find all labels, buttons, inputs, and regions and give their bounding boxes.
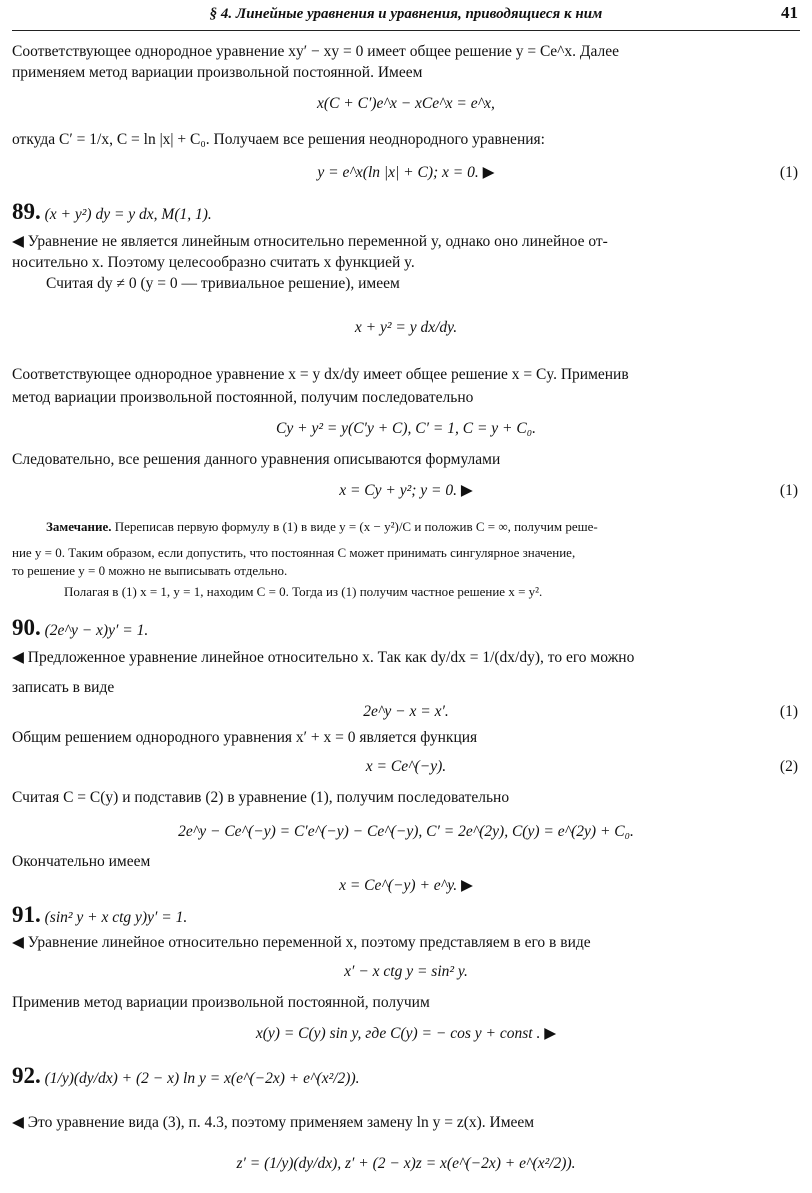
- text-line: ◀ Это уравнение вида (3), п. 4.3, поэтому применяем замену ln y = z(x). Имеем: [12, 1114, 535, 1131]
- remark-line: [46, 517, 800, 537]
- text-line: Следовательно, все решения данного уравнения описываются формулами: [12, 451, 501, 468]
- equation-number: (1): [779, 703, 798, 720]
- problem-heading: [12, 615, 800, 641]
- equation-number: (1): [779, 482, 798, 499]
- equation: x(y) = C(y) sin y, где C(y) = − cos y + const . ▶: [255, 1025, 557, 1042]
- equation: x + y² = y dx/dy.: [354, 319, 458, 336]
- text-line: Соответствующее однородное уравнение xy′ − xy = 0 имеет общее решение y = Ce^x. Далее: [12, 43, 620, 60]
- text-line: Считая dy ≠ 0 (y = 0 — тривиальное решение), имеем: [46, 275, 400, 292]
- text-line: записать в виде: [12, 679, 115, 696]
- problem-number: 90.: [12, 615, 41, 640]
- text-line: носительно x. Поэтому целесообразно считать x функцией y.: [12, 254, 415, 271]
- problem-heading: [12, 199, 800, 225]
- problem-heading: [12, 1063, 800, 1089]
- equation: x = Ce^(−y) + e^y. ▶: [339, 877, 473, 894]
- text-line: Считая C = C(y) и подставив (2) в уравнение (1), получим последовательно: [12, 789, 510, 806]
- problem-number: 92.: [12, 1063, 41, 1088]
- equation-number: (2): [779, 758, 798, 775]
- equation: 2e^y − Ce^(−y) = C′e^(−y) − Ce^(−y), C′ = 2e^(2y), C(y) = e^(2y) + C₀.: [178, 823, 634, 840]
- section-title: § 4. Линейные уравнения и уравнения, приводящиеся к ним: [209, 6, 603, 22]
- equation-number: (1): [779, 164, 798, 181]
- text-line: Соответствующее однородное уравнение x = y dx/dy имеет общее решение x = Cy. Применив: [12, 366, 629, 383]
- equation: Cy + y² = y(C′y + C), C′ = 1, C = y + C₀.: [276, 420, 536, 437]
- text-line: ◀ Предложенное уравнение линейное относительно x. Так как dy/dx = 1/(dx/dy), то его можно: [12, 649, 635, 666]
- problem-equation: (1/y)(dy/dx) + (2 − x) ln y = x(e^(−2x) + e^(x²/2)).: [44, 1070, 360, 1087]
- problem-number: 91.: [12, 902, 41, 927]
- text-line: Окончательно имеем: [12, 853, 151, 870]
- header-rule: [12, 30, 800, 31]
- text-line: Полагая в (1) x = 1, y = 1, находим C = 0. Тогда из (1) получим частное решение x = y².: [64, 584, 543, 599]
- remark-label: Замечание.: [46, 519, 112, 534]
- remark-line: ние y = 0. Таким образом, если допустить, что постоянная C может принимать сингулярное значение,: [12, 545, 576, 560]
- equation: 2e^y − x = x′.: [363, 703, 449, 720]
- equation: y = e^x(ln |x| + C); x = 0. ▶: [317, 164, 495, 181]
- equation: x′ − x ctg y = sin² y.: [344, 963, 468, 980]
- equation: x(C + C′)e^x − xCe^x = e^x,: [317, 95, 495, 112]
- page-number: 41: [781, 3, 798, 22]
- remark-text: Переписав первую формулу в (1) в виде y = (x − y²)/C и положив C = ∞, получим реше-: [114, 519, 598, 534]
- text-line: Применив метод вариации произвольной постоянной, получим: [12, 994, 430, 1011]
- problem-number: 89.: [12, 199, 41, 224]
- text-line: ◀ Уравнение линейное относительно переменной x, поэтому представляем в его в виде: [12, 934, 591, 951]
- text-line: откуда C′ = 1/x, C = ln |x| + C₀. Получаем все решения неоднородного уравнения:: [12, 131, 545, 148]
- text-line: Общим решением однородного уравнения x′ + x = 0 является функция: [12, 729, 478, 746]
- problem-equation: (x + y²) dy = y dx, M(1, 1).: [44, 206, 212, 223]
- equation: x = Ce^(−y).: [365, 758, 447, 775]
- problem-equation: (sin² y + x ctg y)y′ = 1.: [44, 909, 188, 926]
- problem-heading: [12, 902, 800, 928]
- problem-equation: (2e^y − x)y′ = 1.: [44, 622, 149, 639]
- equation: x = Cy + y²; y = 0. ▶: [339, 482, 473, 499]
- remark-line: то решение y = 0 можно не выписывать отдельно.: [12, 563, 288, 578]
- text-line: метод вариации произвольной постоянной, получим последовательно: [12, 389, 474, 406]
- text-line: ◀ Уравнение не является линейным относительно переменной y, однако оно линейное от-: [12, 233, 608, 250]
- equation: z′ = (1/y)(dy/dx), z′ + (2 − x)z = x(e^(−2x) + e^(x²/2)).: [236, 1155, 576, 1172]
- text-line: применяем метод вариации произвольной постоянной. Имеем: [12, 64, 423, 81]
